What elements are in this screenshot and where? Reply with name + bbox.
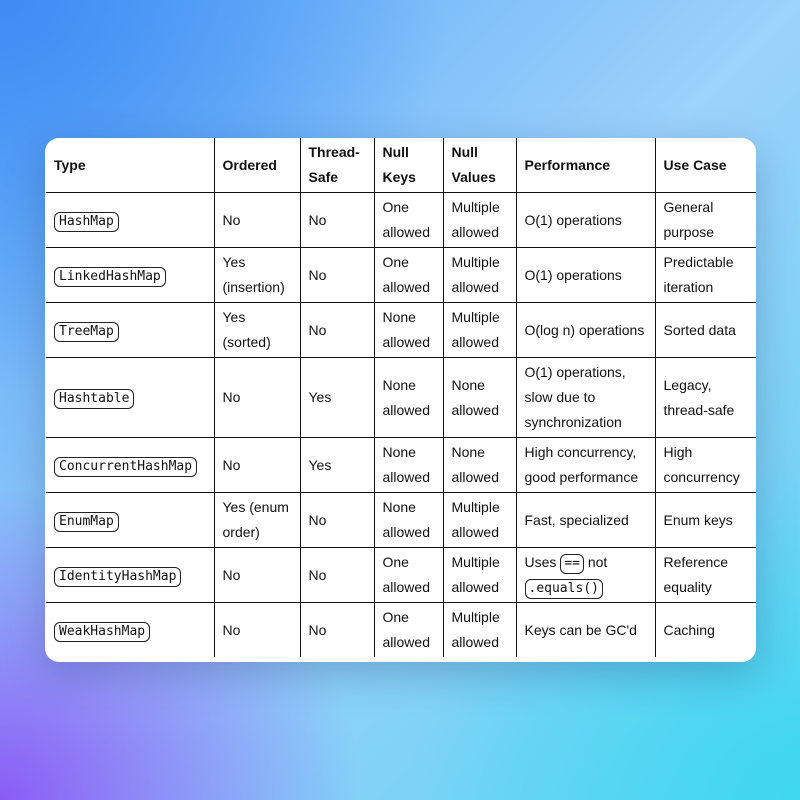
header-label: Performance [524,156,611,173]
cell-text: Keys can be GC'd [524,621,637,638]
cell-text: Predictable [663,254,734,270]
cell-use-case [655,303,756,358]
cell-text: allowed [451,469,499,485]
table-row [46,493,756,548]
cell-use-case [655,438,756,493]
cell-text: None [382,376,416,393]
cell-performance [516,548,655,603]
cell-null-values [443,548,516,603]
cell-thread-safe [300,193,374,248]
cell-text: order) [222,524,260,540]
header-label: Ordered [222,156,277,173]
cell-ordered [214,548,300,603]
cell-performance [516,493,655,548]
cell-text: No [222,389,241,405]
cell-text: allowed [382,224,430,240]
cell-use-case [655,603,756,658]
cell-text: allowed [382,401,430,418]
type-code-badge: LinkedHashMap [54,267,166,287]
cell-text: equality [663,579,712,595]
cell-text: None [451,376,485,393]
cell-text: allowed [382,334,430,350]
cell-type [46,358,214,438]
header-label: Keys [382,169,416,185]
table-body [46,193,756,658]
cell-text: allowed [451,224,499,240]
cell-text: Multiple [451,554,500,570]
cell-performance [516,303,655,358]
cell-null-values [443,438,516,493]
cell-text: allowed [451,579,499,595]
table-row [46,603,756,658]
cell-text: O(1) operations [524,211,622,228]
cell-thread-safe [300,358,374,438]
cell-ordered [214,438,300,493]
header-label: Use Case [663,156,727,173]
cell-text: O(1) operations, [524,364,626,380]
table-row [46,548,756,603]
cell-text: thread-safe [663,401,735,418]
cell-text: No [222,456,241,473]
cell-null-keys [374,603,443,658]
cell-text: Reference [663,554,729,570]
cell-use-case [655,493,756,548]
cell-text: None [382,499,416,515]
cell-type [46,493,214,548]
cell-performance [516,248,655,303]
cell-text: purpose [663,224,715,240]
header-thread-safe [300,138,374,193]
cell-use-case [655,358,756,438]
cell-text: allowed [451,401,499,418]
type-code-badge: WeakHashMap [54,622,150,642]
cell-thread-safe [300,248,374,303]
cell-text: Sorted data [663,321,736,338]
cell-performance [516,438,655,493]
cell-performance [516,193,655,248]
operator-code-badge: == [560,554,584,574]
cell-text: Yes [222,309,246,325]
cell-type [46,303,214,358]
cell-text: No [308,511,327,528]
header-label: Thread- [308,144,360,160]
cell-text: O(log n) operations [524,321,645,338]
cell-null-keys [374,358,443,438]
cell-text: None [382,444,416,460]
type-code-badge: ConcurrentHashMap [54,457,197,477]
cell-type [46,438,214,493]
cell-thread-safe [300,548,374,603]
header-label: Null [382,144,409,160]
cell-text: Yes [308,389,332,405]
cell-text: (insertion) [222,279,285,295]
table-row [46,193,756,248]
cell-text: allowed [451,279,499,295]
header-type [46,138,214,193]
cell-null-keys [374,493,443,548]
cell-null-keys [374,548,443,603]
cell-text: Multiple [451,609,500,625]
cell-type [46,248,214,303]
cell-text: Yes [222,254,246,270]
map-comparison-table [46,138,756,657]
cell-null-keys [374,303,443,358]
table-row [46,303,756,358]
header-null-keys [374,138,443,193]
cell-text: No [308,266,327,283]
cell-type [46,603,214,658]
cell-text: Legacy, [663,376,712,393]
cell-text: synchronization [524,414,622,430]
cell-null-values [443,358,516,438]
cell-thread-safe [300,303,374,358]
header-ordered [214,138,300,193]
cell-null-keys [374,438,443,493]
header-row [46,138,756,193]
cell-thread-safe [300,603,374,658]
table-row [46,438,756,493]
cell-ordered [214,248,300,303]
header-label: Values [451,169,496,185]
header-use-case [655,138,756,193]
cell-text: (sorted) [222,334,271,350]
cell-text: High [663,444,693,460]
cell-text: No [222,211,241,228]
table-row [46,358,756,438]
type-code-badge: Hashtable [54,389,134,409]
header-null-values [443,138,516,193]
cell-ordered [214,303,300,358]
cell-ordered [214,358,300,438]
cell-text: One [382,254,409,270]
cell-type [46,193,214,248]
header-label: Safe [308,169,339,185]
cell-ordered [214,193,300,248]
cell-text: allowed [382,579,430,595]
cell-text: Enum keys [663,511,733,528]
cell-use-case [655,248,756,303]
cell-text: allowed [382,279,430,295]
method-code-badge: .equals() [525,579,603,599]
cell-text: allowed [382,524,430,540]
cell-text: Yes [308,456,332,473]
cell-text: allowed [451,524,499,540]
cell-use-case [655,548,756,603]
cell-text: concurrency [663,469,740,485]
table-row [46,248,756,303]
cell-text: None [451,444,485,460]
cell-text: Multiple [451,499,500,515]
cell-text: allowed [451,634,499,650]
cell-null-keys [374,248,443,303]
cell-thread-safe [300,438,374,493]
cell-text: iteration [663,279,714,295]
cell-text: No [222,566,241,583]
cell-text: allowed [451,334,499,350]
cell-text: Multiple [451,199,500,215]
cell-text: good performance [524,469,639,485]
cell-text: Multiple [451,254,500,270]
cell-text: allowed [382,634,430,650]
cell-null-values [443,248,516,303]
cell-text: No [308,566,327,583]
type-code-badge: IdentityHashMap [54,567,181,587]
cell-text: Uses [524,554,557,570]
cell-null-values [443,303,516,358]
cell-ordered [214,603,300,658]
cell-text: One [382,609,409,625]
cell-null-values [443,493,516,548]
cell-type [46,548,214,603]
cell-text: No [308,211,327,228]
cell-null-values [443,603,516,658]
cell-text: No [308,621,327,638]
header-performance [516,138,655,193]
cell-text: None [382,309,416,325]
cell-null-values [443,193,516,248]
cell-text: One [382,554,409,570]
cell-text: Multiple [451,309,500,325]
cell-text: High concurrency, [524,444,637,460]
cell-ordered [214,493,300,548]
comparison-card [45,138,756,662]
cell-use-case [655,193,756,248]
cell-text: Caching [663,621,715,638]
type-code-badge: EnumMap [54,512,119,532]
cell-text: allowed [382,469,430,485]
header-label: Null [451,144,478,160]
cell-text: O(1) operations [524,266,622,283]
cell-text: slow due to [524,389,596,405]
cell-text: No [222,621,241,638]
type-code-badge: TreeMap [54,322,119,342]
cell-text: Fast, specialized [524,511,629,528]
cell-text: One [382,199,409,215]
type-code-badge: HashMap [54,212,119,232]
cell-text: No [308,321,327,338]
cell-text: not [587,554,608,570]
cell-performance [516,603,655,658]
cell-thread-safe [300,493,374,548]
header-label: Type [54,156,86,173]
cell-null-keys [374,193,443,248]
cell-text: General [663,199,714,215]
cell-text: Yes (enum [222,499,289,515]
cell-performance [516,358,655,438]
